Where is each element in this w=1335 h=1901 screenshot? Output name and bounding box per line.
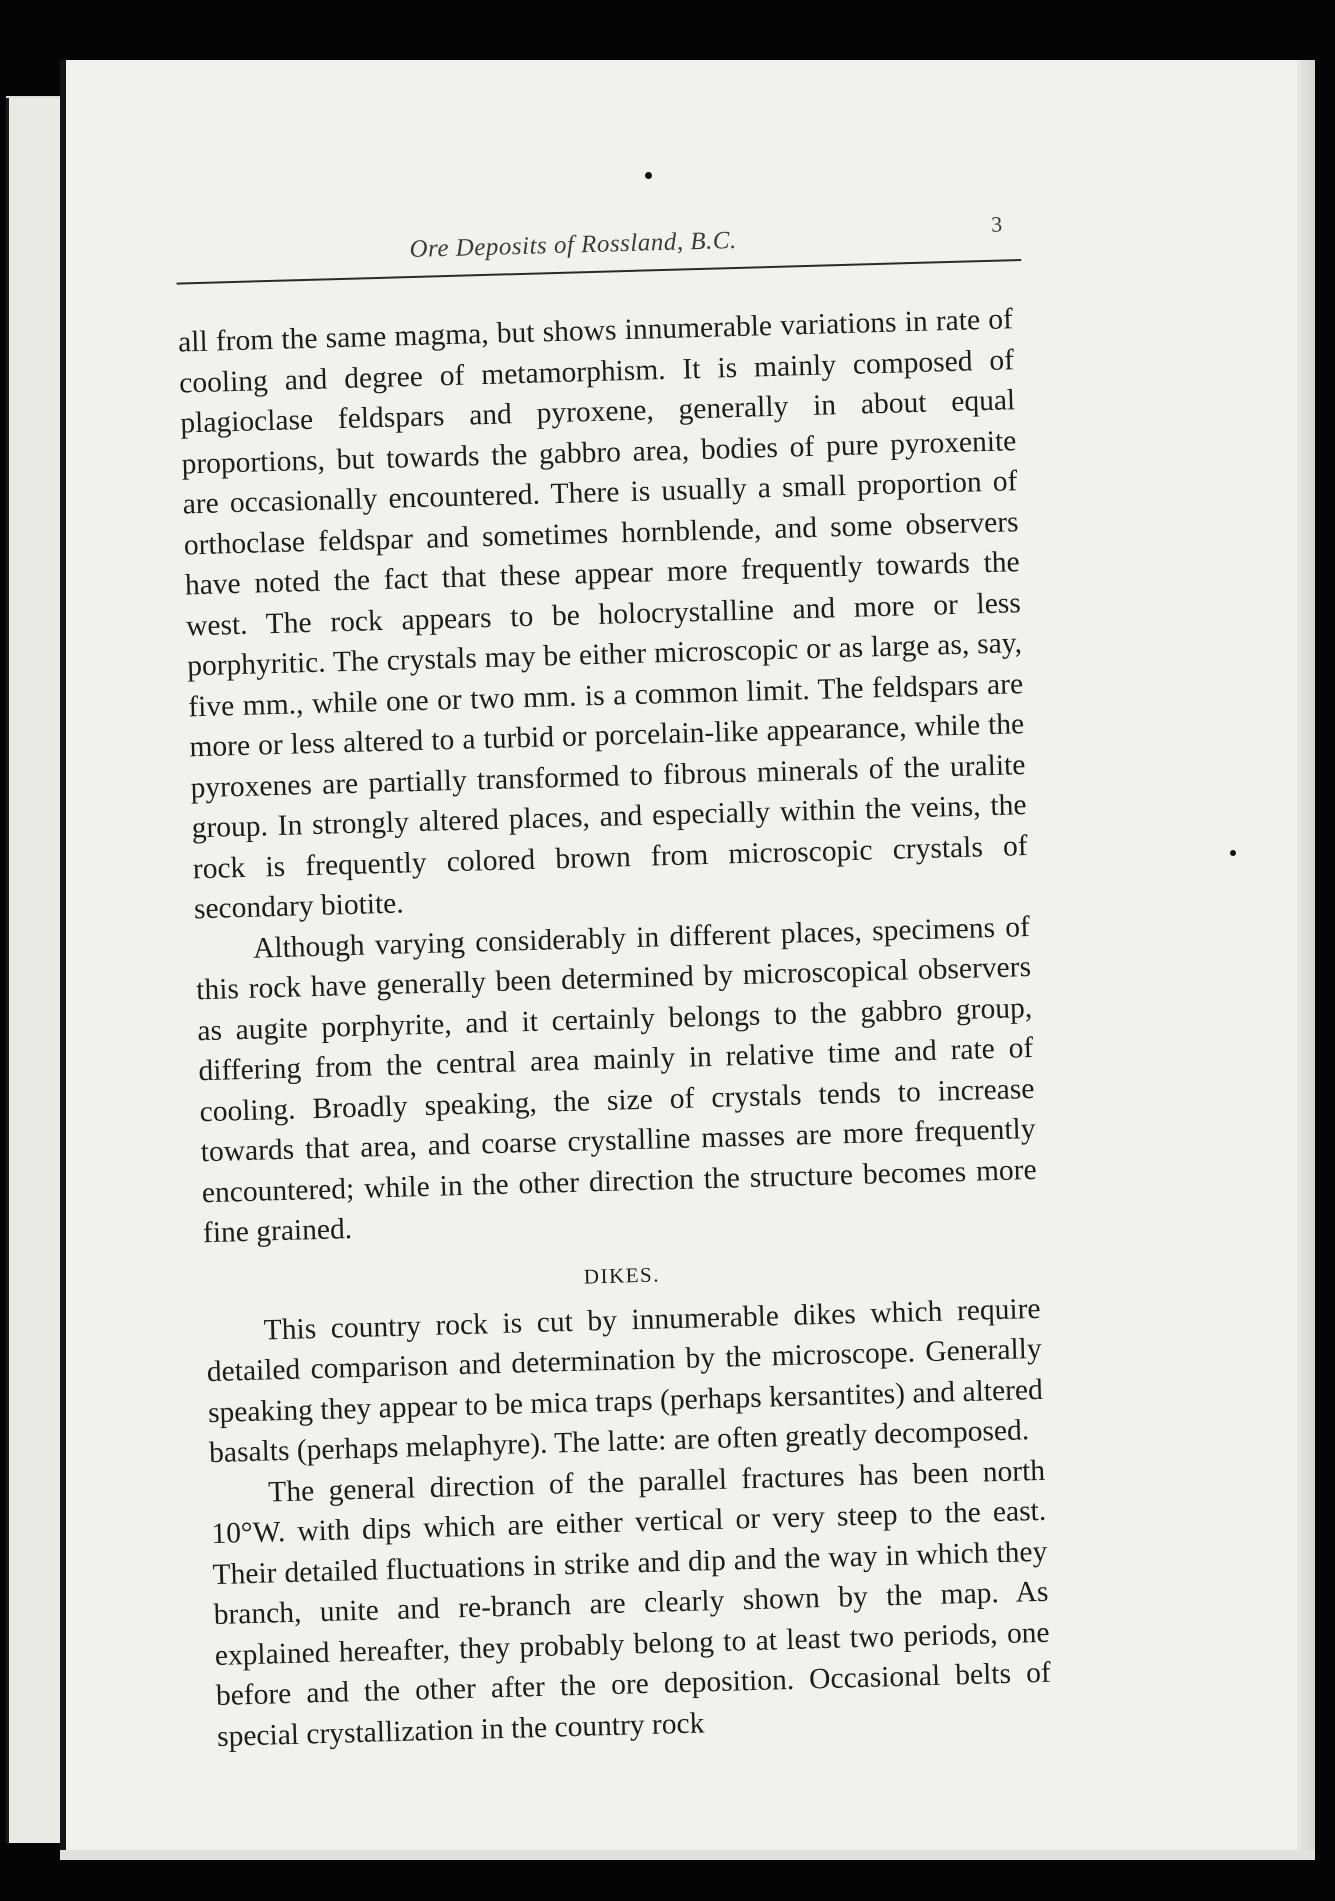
running-title: Ore Deposits of Rossland, B.C. — [409, 226, 738, 264]
paragraph-3: This country rock is cut by innumerable dikes which require detailed comparison and determination by the microscope. Generally speaking they appear to be mica traps (perhaps kersantites) and altered basalts (perhaps melaphyre). The latte: are often greatly decomposed. — [206, 1292, 1044, 1470]
ink-speck — [645, 172, 652, 179]
section-heading-dikes: DIKES. — [583, 1261, 661, 1289]
paragraph-1: all from the same magma, but shows innumerable variations in rate of cooling and degree of metamorphism. It is mainly composed of plagioclase feldspars and pyroxene, generally in about equal proportions, but towards the gabbro area, bodies of pure pyroxenite are occasionally encountered. There is usually a small proportion of orthoclase feldspar and sometimes hornblende, and some observers have noted the fact that these appear more frequently towards the west. The rock appears to be holocrystalline and more or less porphyritic. The crystals may be either microscopic or as large as, say, five mm., while one or two mm. is a common limit. The feldspars are more or less altered to a turbid or porcelain-like appearance, while the pyroxenes are partially transformed to fibrous minerals of the uralite group. In strongly altered places, and especially within the veins, the rock is frequently colored brown from microscopic crystals of secondary biotite. — [177, 303, 1028, 926]
page-right-edge — [1297, 60, 1315, 1860]
book-page — [60, 60, 1315, 1860]
ink-speck — [1230, 850, 1236, 856]
body-text — [128, 299, 1063, 1758]
page-bottom-edge — [60, 1850, 1315, 1860]
page-number: 3 — [990, 211, 1003, 237]
page-content — [125, 205, 1062, 1758]
paragraph-2: Although varying considerably in different places, specimens of this rock have generally been determined by microscopical observers as augite porphyrite, and it certainly belongs to the gabbro group, differing from the central area mainly in relative time and rate of cooling. Broadly speaking, the size of crystals tends to increase towards that area, and coarse crystalline masses are more frequently encountered; while in the other direction the structure becomes more fine grained. — [195, 910, 1038, 1250]
paragraph-4: The general direction of the parallel fractures has been north 10°W. with dips which are either vertical or very steep to the east. Their detailed fluctuations in strike and dip and the way in which they branch, unite and re-branch are clearly shown by the map. As explained hereafter, they probably belong to at least two periods, one before and the other after the ore deposition. Occasional belts of special crystallization in the country rock — [210, 1454, 1052, 1753]
running-head — [125, 205, 1021, 290]
